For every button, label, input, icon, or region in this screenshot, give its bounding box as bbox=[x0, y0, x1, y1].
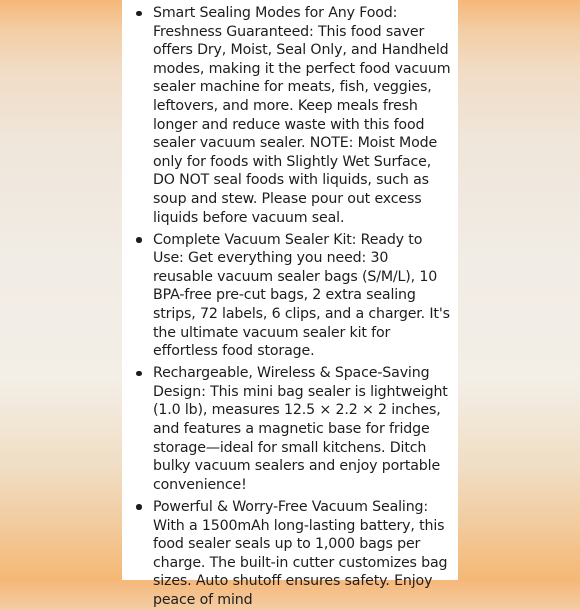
feature-item-design bbox=[122, 364, 458, 494]
bullet-icon bbox=[136, 11, 142, 17]
product-description-panel bbox=[122, 0, 458, 608]
feature-item-sealing-modes bbox=[122, 4, 458, 227]
bullet-icon bbox=[136, 504, 142, 510]
feature-list bbox=[122, 0, 458, 610]
feature-text: Complete Vacuum Sealer Kit: Ready to Use: Get everything you need: 30 reusable vacuum sealer bags (S/M/L), 10 BPA-free pre-cut bags, 2 extra sealing strips, 72 labels, 6 clips, and a charger. It's the ultimate vacuum sealer kit for effortless food storage. bbox=[153, 231, 450, 360]
feature-text: Powerful & Worry-Free Vacuum Sealing: With a 1500mAh long-lasting battery, this food sealer seals up to 1,000 bags per charge. The built-in cutter customizes bag sizes. Auto shutoff ensures safety. Enjoy peace of mind bbox=[153, 498, 448, 608]
feature-item-vacuum-sealing bbox=[122, 498, 458, 610]
bullet-icon bbox=[136, 237, 142, 243]
feature-item-sealer-kit bbox=[122, 231, 458, 361]
feature-text: Rechargeable, Wireless & Space-Saving Design: This mini bag sealer is lightweight (1.0 lb), measures 12.5 × 2.2 × 2 inches, and features a magnetic base for fridge storage—ideal for small kitchens. Ditch bulky vacuum sealers and enjoy portable convenience! bbox=[153, 365, 448, 493]
feature-text: Smart Sealing Modes for Any Food: Freshness Guaranteed: This food saver offers Dry, Moist, Seal Only, and Handheld modes, making it the perfect food vacuum sealer machine for meats, fish, veggies, leftovers, and more. Keep meals fresh longer and reduce waste with this food sealer vacuum sealer. NOTE: Moist Mode only for foods with Slightly Wet Surface, DO NOT seal foods with liquids, such as soup and stew. Please pour out excess liquids before vacuum seal. bbox=[153, 5, 451, 226]
bullet-icon bbox=[136, 371, 142, 377]
